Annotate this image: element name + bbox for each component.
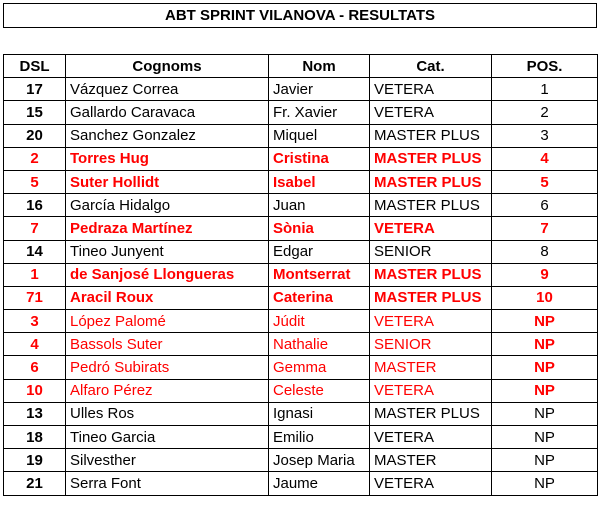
- table-row: [4, 426, 598, 449]
- cell-pos: 1: [492, 78, 598, 101]
- cell-nom: Caterina: [269, 286, 370, 309]
- cell-cat: MASTER PLUS: [370, 124, 492, 147]
- cell-cognoms: Tineo Junyent: [66, 240, 269, 263]
- cell-dsl: 14: [4, 240, 66, 263]
- cell-cat: MASTER: [370, 356, 492, 379]
- cell-nom: Jaume: [269, 472, 370, 495]
- cell-dsl: 20: [4, 124, 66, 147]
- cell-cat: VETERA: [370, 310, 492, 333]
- cell-cognoms: Tineo Garcia: [66, 426, 269, 449]
- table-row: [4, 263, 598, 286]
- page-title: ABT SPRINT VILANOVA - RESULTATS: [3, 3, 597, 28]
- cell-cognoms: Torres Hug: [66, 147, 269, 170]
- table-row: [4, 356, 598, 379]
- cell-nom: Nathalie: [269, 333, 370, 356]
- cell-cognoms: de Sanjosé Llongueras: [66, 263, 269, 286]
- cell-cat: MASTER PLUS: [370, 170, 492, 193]
- cell-cat: MASTER PLUS: [370, 147, 492, 170]
- cell-dsl: 10: [4, 379, 66, 402]
- table-row: [4, 286, 598, 309]
- cell-cognoms: Sanchez Gonzalez: [66, 124, 269, 147]
- cell-pos: NP: [492, 472, 598, 495]
- cell-pos: 7: [492, 217, 598, 240]
- cell-nom: Montserrat: [269, 263, 370, 286]
- column-header-nom: Nom: [269, 55, 370, 78]
- table-row: [4, 333, 598, 356]
- cell-cat: VETERA: [370, 217, 492, 240]
- cell-cat: MASTER PLUS: [370, 286, 492, 309]
- cell-pos: NP: [492, 356, 598, 379]
- table-row: [4, 472, 598, 495]
- cell-nom: Ignasi: [269, 402, 370, 425]
- cell-cognoms: Vázquez Correa: [66, 78, 269, 101]
- cell-nom: Juan: [269, 194, 370, 217]
- cell-nom: Isabel: [269, 170, 370, 193]
- cell-nom: Emilio: [269, 426, 370, 449]
- cell-cognoms: Silvesther: [66, 449, 269, 472]
- cell-cat: VETERA: [370, 101, 492, 124]
- cell-dsl: 7: [4, 217, 66, 240]
- cell-cognoms: Suter Hollidt: [66, 170, 269, 193]
- cell-dsl: 4: [4, 333, 66, 356]
- cell-dsl: 16: [4, 194, 66, 217]
- cell-dsl: 71: [4, 286, 66, 309]
- table-row: [4, 217, 598, 240]
- cell-cat: MASTER PLUS: [370, 194, 492, 217]
- cell-pos: NP: [492, 333, 598, 356]
- table-row: [4, 78, 598, 101]
- cell-cognoms: Alfaro Pérez: [66, 379, 269, 402]
- cell-dsl: 18: [4, 426, 66, 449]
- cell-pos: 6: [492, 194, 598, 217]
- cell-cat: VETERA: [370, 472, 492, 495]
- cell-cat: VETERA: [370, 379, 492, 402]
- cell-pos: NP: [492, 310, 598, 333]
- table-body: [4, 78, 598, 495]
- results-table: [3, 54, 598, 496]
- column-header-pos: POS.: [492, 55, 598, 78]
- cell-cognoms: Bassols Suter: [66, 333, 269, 356]
- cell-cat: VETERA: [370, 78, 492, 101]
- cell-pos: 9: [492, 263, 598, 286]
- cell-cat: MASTER PLUS: [370, 263, 492, 286]
- cell-nom: Cristina: [269, 147, 370, 170]
- cell-nom: Celeste: [269, 379, 370, 402]
- table-header-row: [4, 55, 598, 78]
- cell-dsl: 5: [4, 170, 66, 193]
- cell-cognoms: López Palomé: [66, 310, 269, 333]
- cell-pos: NP: [492, 449, 598, 472]
- cell-cat: MASTER PLUS: [370, 402, 492, 425]
- cell-cognoms: Serra Font: [66, 472, 269, 495]
- cell-nom: Edgar: [269, 240, 370, 263]
- table-row: [4, 402, 598, 425]
- cell-cat: SENIOR: [370, 240, 492, 263]
- cell-nom: Fr. Xavier: [269, 101, 370, 124]
- column-header-cat: Cat.: [370, 55, 492, 78]
- table-row: [4, 194, 598, 217]
- cell-pos: 4: [492, 147, 598, 170]
- cell-cat: VETERA: [370, 426, 492, 449]
- column-header-dsl: DSL: [4, 55, 66, 78]
- cell-pos: NP: [492, 426, 598, 449]
- cell-cognoms: Pedró Subirats: [66, 356, 269, 379]
- cell-cognoms: Aracil Roux: [66, 286, 269, 309]
- table-row: [4, 310, 598, 333]
- cell-dsl: 13: [4, 402, 66, 425]
- cell-nom: Sònia: [269, 217, 370, 240]
- cell-nom: Júdit: [269, 310, 370, 333]
- cell-pos: NP: [492, 402, 598, 425]
- cell-dsl: 15: [4, 101, 66, 124]
- cell-cognoms: Gallardo Caravaca: [66, 101, 269, 124]
- cell-dsl: 2: [4, 147, 66, 170]
- table-row: [4, 124, 598, 147]
- table-row: [4, 101, 598, 124]
- cell-pos: 10: [492, 286, 598, 309]
- cell-pos: 5: [492, 170, 598, 193]
- cell-cat: SENIOR: [370, 333, 492, 356]
- table-row: [4, 147, 598, 170]
- cell-cognoms: Ulles Ros: [66, 402, 269, 425]
- cell-dsl: 3: [4, 310, 66, 333]
- cell-pos: NP: [492, 379, 598, 402]
- table-row: [4, 240, 598, 263]
- cell-nom: Miquel: [269, 124, 370, 147]
- column-header-cognoms: Cognoms: [66, 55, 269, 78]
- cell-cognoms: García Hidalgo: [66, 194, 269, 217]
- cell-pos: 8: [492, 240, 598, 263]
- table-row: [4, 170, 598, 193]
- cell-nom: Josep Maria: [269, 449, 370, 472]
- cell-pos: 2: [492, 101, 598, 124]
- cell-pos: 3: [492, 124, 598, 147]
- cell-nom: Javier: [269, 78, 370, 101]
- cell-dsl: 21: [4, 472, 66, 495]
- cell-cat: MASTER: [370, 449, 492, 472]
- cell-nom: Gemma: [269, 356, 370, 379]
- cell-cognoms: Pedraza Martínez: [66, 217, 269, 240]
- table-row: [4, 449, 598, 472]
- table-row: [4, 379, 598, 402]
- cell-dsl: 1: [4, 263, 66, 286]
- cell-dsl: 19: [4, 449, 66, 472]
- cell-dsl: 17: [4, 78, 66, 101]
- cell-dsl: 6: [4, 356, 66, 379]
